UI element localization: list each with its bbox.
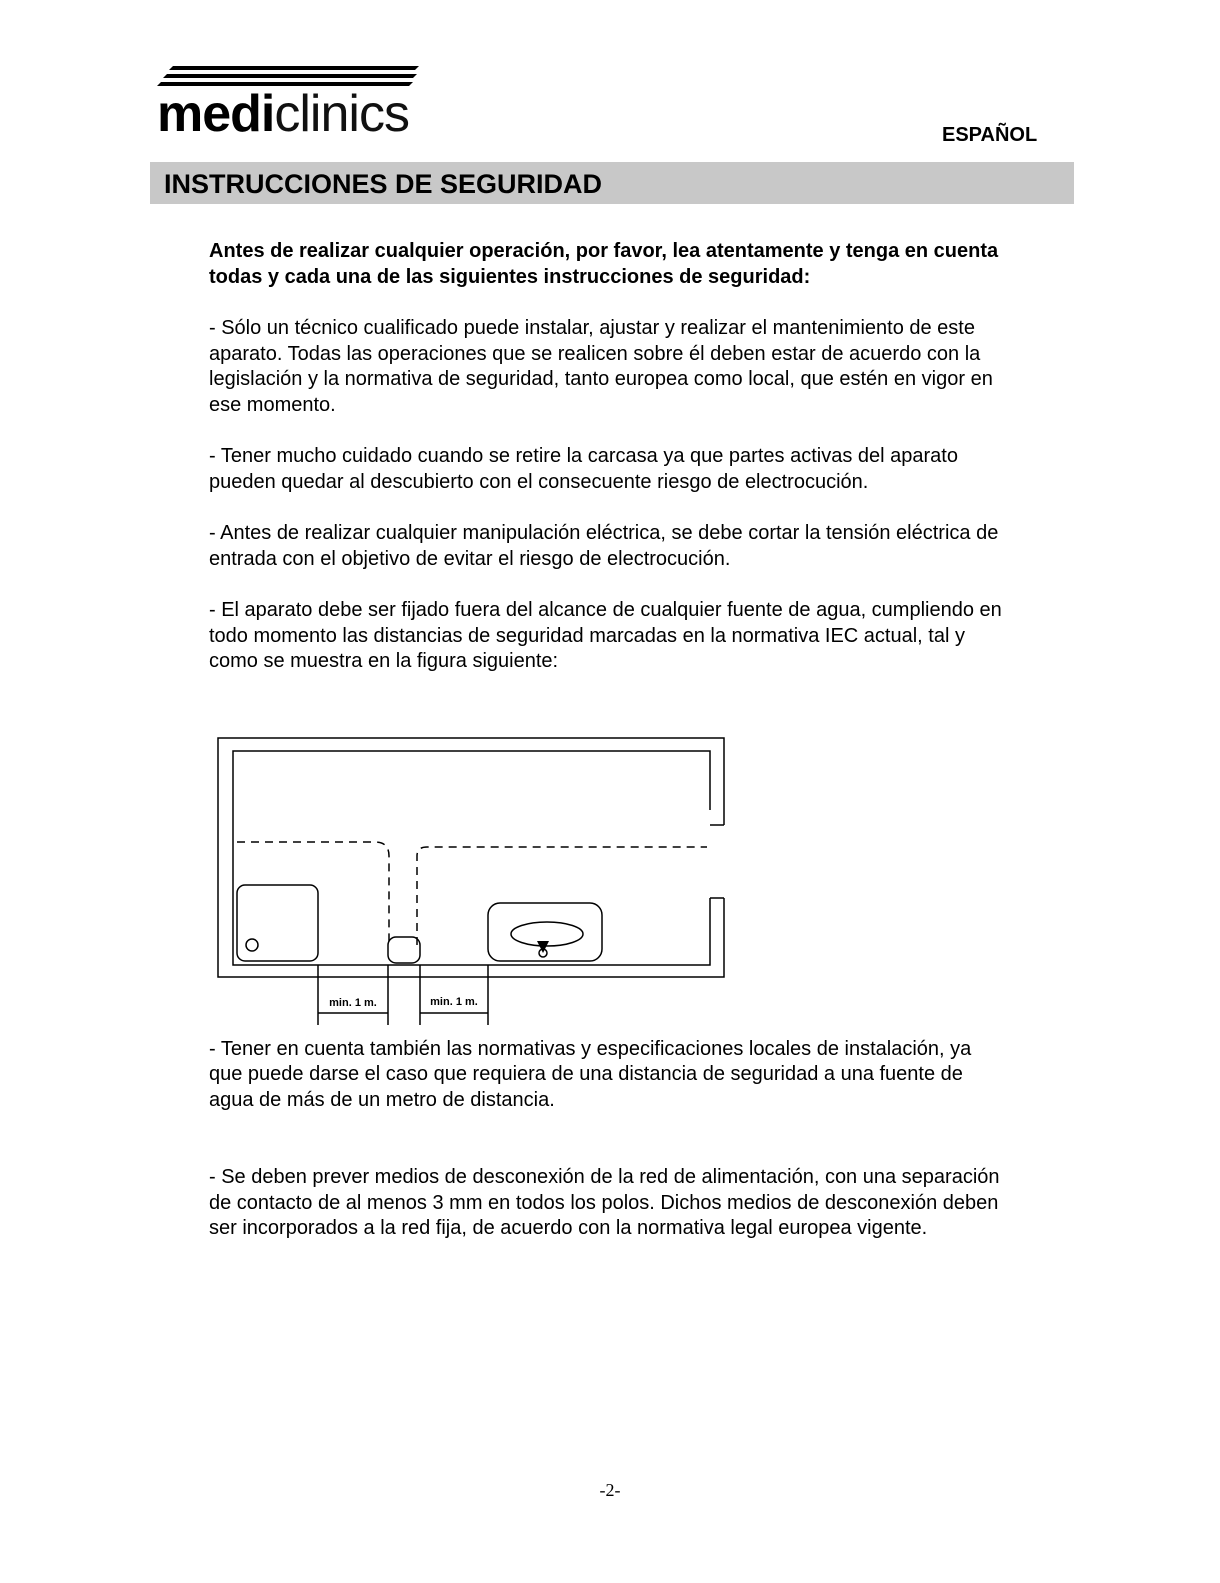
room-outer-wall xyxy=(218,738,724,977)
instruction-paragraph-2: - Tener mucho cuidado cuando se retire la carcasa ya que partes activas del aparato pueden quedar al descubierto con el consecuente riesgo de electrocución. xyxy=(209,445,958,493)
washbasin xyxy=(488,903,602,961)
instruction-paragraph-1: - Sólo un técnico cualificado puede instalar, ajustar y realizar el mantenimiento de este aparato. Todas las operaciones que se realicen sobre él deben estar de acuerdo con la legislación y la normativa de seguridad, tanto europea como local, que estén en vigor en ese momento. xyxy=(209,317,993,416)
hand-dryer-appliance xyxy=(388,937,420,963)
instruction-paragraph-4: - El aparato debe ser fijado fuera del alcance de cualquier fuente de agua, cumpliendo en todo momento las distancias de seguridad marcadas en la normativa IEC actual, tal y como se muestra en la figura siguiente: xyxy=(209,599,1002,672)
instruction-paragraph-5: - Tener en cuenta también las normativas y especificaciones locales de instalación, ya que puede darse el caso que requiera de una distancia de seguridad a una fuente de agua de más de un metro de distancia. xyxy=(209,1037,972,1111)
distance-label-right: min. 1 m. xyxy=(430,996,478,1008)
intro-paragraph: Antes de realizar cualquier operación, por favor, lea atentamente y tenga en cuenta todas y cada una de las siguientes instrucciones de seguridad: xyxy=(209,240,999,288)
logo-word-bold: medi xyxy=(157,85,275,143)
instruction-paragraph-6: - Se deben prever medios de desconexión de la red de alimentación, con una separación de contacto de al menos 3 mm en todos los polos. Dichos medios de desconexión deben ser incorporados a la red fija, de acuerdo con la normativa legal europea vigente. xyxy=(209,1166,1000,1239)
instruction-paragraph-3: - Antes de realizar cualquier manipulación eléctrica, se debe cortar la tensión eléctrica de entrada con el objetivo de evitar el riesgo de electrocución. xyxy=(209,522,999,570)
safety-distance-figure xyxy=(215,735,735,1030)
language-label: ESPAÑOL xyxy=(942,124,1038,146)
safety-boundary-right xyxy=(417,847,707,945)
safety-boundary-left xyxy=(237,842,389,945)
page-number: -2- xyxy=(599,1480,621,1500)
mediclinics-logo xyxy=(155,62,425,142)
section-title: INSTRUCCIONES DE SEGURIDAD xyxy=(164,169,603,199)
room-inner-wall xyxy=(233,751,710,965)
shower-drain-icon xyxy=(246,939,258,951)
faucet-icon xyxy=(537,941,549,957)
logo-word-light: clinics xyxy=(274,85,409,143)
section-banner xyxy=(150,162,1074,204)
logo-wordmark xyxy=(157,85,409,143)
distance-label-left: min. 1 m. xyxy=(329,997,377,1009)
